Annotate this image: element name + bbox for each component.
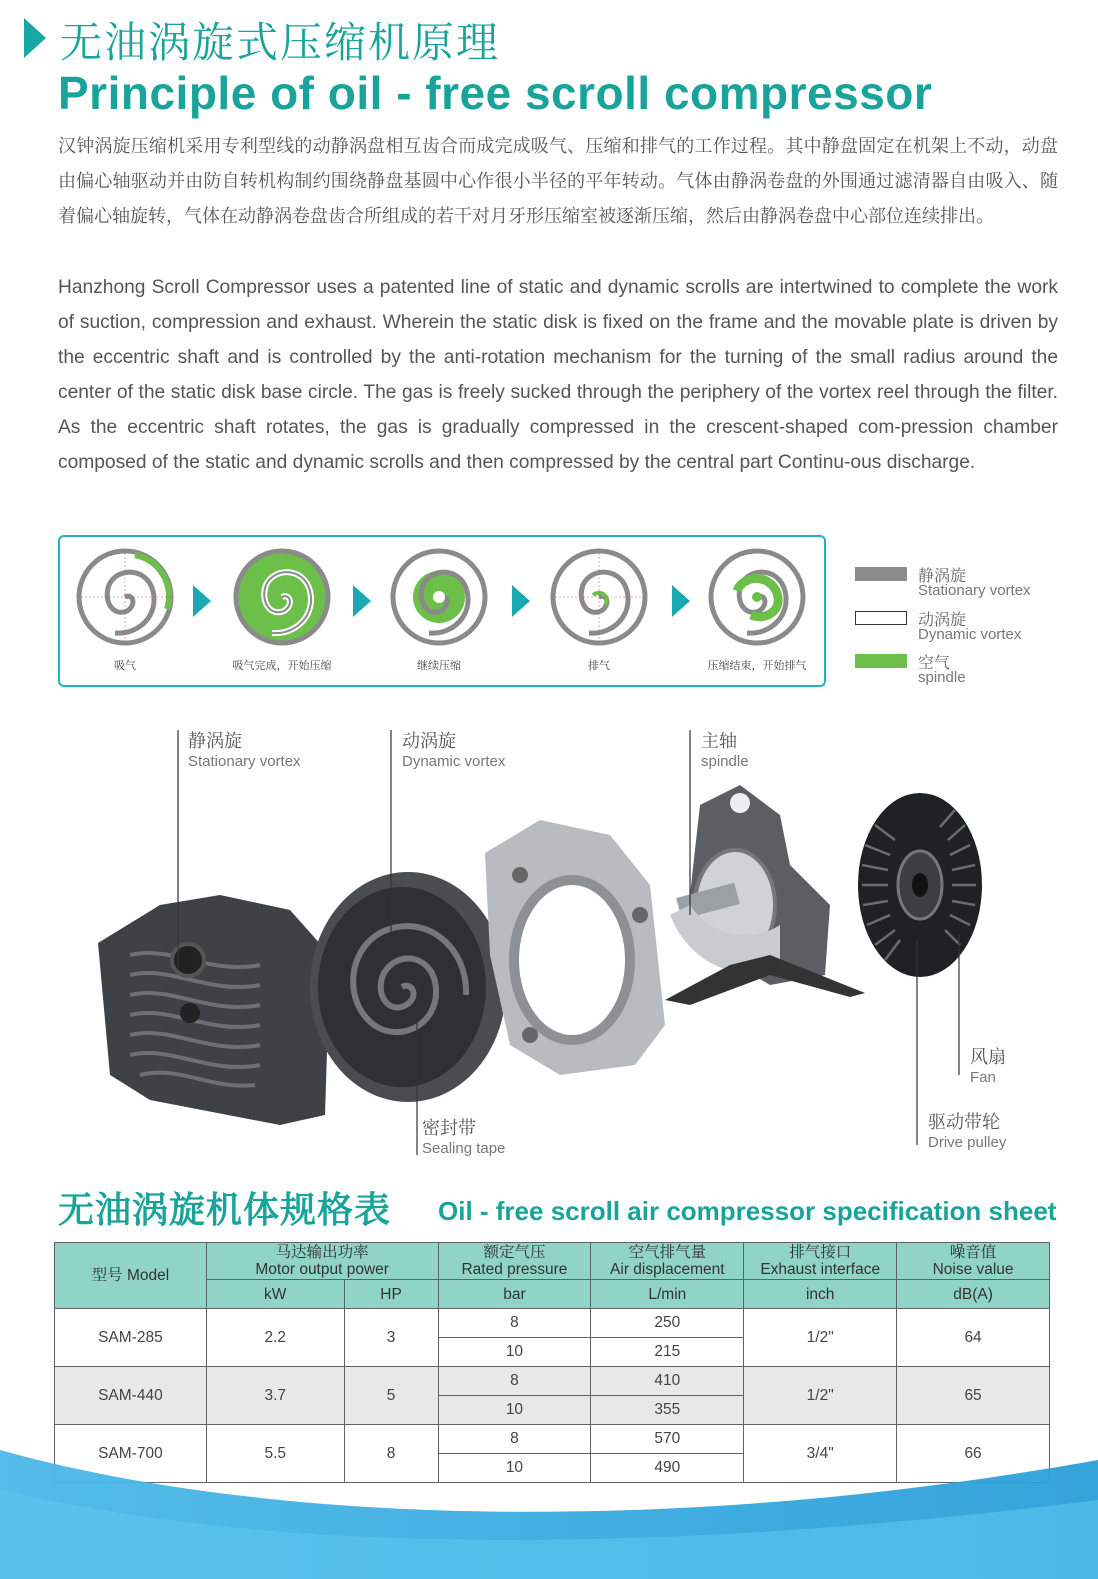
- cell-kw: 5.5: [206, 1425, 344, 1483]
- unit-db: dB(A): [897, 1280, 1050, 1309]
- stage-1: [70, 547, 180, 673]
- cell-kw: 2.2: [206, 1309, 344, 1367]
- stage-arrow-icon: [193, 585, 211, 617]
- col-header-model: 型号 Model: [55, 1243, 207, 1309]
- bottom-wave-decoration: [0, 1420, 1098, 1579]
- legend-label-en: spindle: [918, 669, 966, 686]
- cell-bar: 8: [438, 1309, 591, 1338]
- cell-hp: 5: [344, 1367, 438, 1425]
- scroll-stage-2-icon: [232, 547, 332, 647]
- cell-lmin: 355: [591, 1396, 744, 1425]
- scroll-stage-3-icon: [389, 547, 489, 647]
- cell-lmin: 410: [591, 1367, 744, 1396]
- spindle-part: [665, 785, 865, 1005]
- col-header-air: 空气排气量 Air displacement: [591, 1243, 744, 1280]
- cell-inch: 3/4": [744, 1425, 897, 1483]
- stage-3: [384, 547, 494, 673]
- stage-label: 排气: [588, 659, 610, 672]
- scroll-stage-4-icon: [549, 547, 649, 647]
- stage-4: [544, 547, 654, 673]
- page-title-en: Principle of oil - free scroll compressor: [58, 67, 933, 119]
- stage-label: 压缩结束，开始排气: [707, 659, 807, 672]
- legend-label-en: Stationary vortex: [918, 582, 1031, 599]
- callout-dynamic-vortex: 动涡旋 Dynamic vortex: [402, 731, 506, 770]
- cell-bar: 10: [438, 1338, 591, 1367]
- cell-db: 66: [897, 1425, 1050, 1483]
- legend-label-en: Dynamic vortex: [918, 626, 1022, 643]
- cell-hp: 8: [344, 1425, 438, 1483]
- cell-kw: 3.7: [206, 1367, 344, 1425]
- spec-title-en: Oil - free scroll air compressor specification sheet: [438, 1196, 1057, 1226]
- cell-inch: 1/2": [744, 1309, 897, 1367]
- cell-bar: 10: [438, 1454, 591, 1483]
- cell-inch: 1/2": [744, 1367, 897, 1425]
- exploded-view: [90, 725, 1090, 1185]
- cell-db: 64: [897, 1309, 1050, 1367]
- table-header-row: [55, 1243, 1050, 1280]
- scroll-stage-5-icon: [707, 547, 807, 647]
- intro-paragraph-cn: 汉钟涡旋压缩机采用专利型线的动静涡盘相互齿合而成完成吸气、压缩和排气的工作过程。其中静盘固定在机架上不动，动盘由偏心轴驱动并由防自转机构制约围绕静盘基圆中心作很小半径的平年转动。气体由静涡卷盘的外围通过滤清器自由吸入、随着偏心轴旋转，气体在动静涡卷盘齿合所组成的若干对月牙形压缩室被逐渐压缩，然后由静涡卷盘中心部位连续排出。: [58, 136, 1058, 226]
- scroll-stage-1-icon: [75, 547, 175, 647]
- cell-hp: 3: [344, 1309, 438, 1367]
- page-title-cn: 无油涡旋式压缩机原理: [60, 18, 501, 67]
- stage-5: [702, 547, 812, 673]
- callout-fan: 风扇 Fan: [970, 1047, 1006, 1086]
- stage-arrow-icon: [353, 585, 371, 617]
- stage-label: 吸气: [114, 659, 136, 672]
- cell-lmin: 570: [591, 1425, 744, 1454]
- compression-process-diagram: [58, 535, 826, 687]
- fan-part: [858, 793, 982, 977]
- unit-lmin: L/min: [591, 1280, 744, 1309]
- legend-label-cn: 动涡旋: [918, 610, 967, 629]
- cell-lmin: 250: [591, 1309, 744, 1338]
- unit-kw: kW: [206, 1280, 344, 1309]
- cell-bar: 8: [438, 1367, 591, 1396]
- stage-arrow-icon: [672, 585, 690, 617]
- legend-swatch-white: [855, 611, 907, 625]
- col-header-power: 马达输出功率 Motor output power: [206, 1243, 438, 1280]
- callout-drive-pulley: 驱动带轮 Drive pulley: [928, 1112, 1007, 1151]
- legend-swatch-gray: [855, 567, 907, 581]
- cell-model: SAM-440: [55, 1367, 207, 1425]
- callout-stationary-vortex: 静涡旋 Stationary vortex: [188, 731, 301, 770]
- cell-lmin: 490: [591, 1454, 744, 1483]
- col-header-noise: 噪音值 Noise value: [897, 1243, 1050, 1280]
- title-marker: [24, 18, 46, 58]
- table-row: [55, 1309, 1050, 1338]
- intro-paragraph-en: Hanzhong Scroll Compressor uses a patented line of static and dynamic scrolls are intertwined to complete the work of suction, compression and exhaust. Wherein the static disk is fixed on the frame and the movable plate is driven by the eccentric shaft and is controlled by the anti-rotation mechanism for the turning of the small radius around the center of the static disk base circle. The gas is freely sucked through the periphery of the vortex reel through the filter. As the eccentric shaft rotates, the gas is gradually compressed in the crescent-shaped com-pression chamber composed of the static and dynamic scrolls and then compressed by the central part Continu-ous discharge.: [58, 277, 1058, 473]
- stage-label: 吸气完成，开始压缩: [232, 659, 332, 672]
- cell-db: 65: [897, 1367, 1050, 1425]
- cell-model: SAM-285: [55, 1309, 207, 1367]
- unit-bar: bar: [438, 1280, 591, 1309]
- cell-lmin: 215: [591, 1338, 744, 1367]
- legend-swatch-green: [855, 654, 907, 668]
- legend-label-cn: 空气: [918, 653, 951, 672]
- cell-bar: 10: [438, 1396, 591, 1425]
- stage-2: [227, 547, 337, 673]
- cell-bar: 8: [438, 1425, 591, 1454]
- stage-label: 继续压缩: [417, 659, 461, 672]
- col-header-exhaust: 排气接口 Exhaust interface: [744, 1243, 897, 1280]
- col-header-pressure: 额定气压 Rated pressure: [438, 1243, 591, 1280]
- legend-label-cn: 静涡旋: [918, 566, 967, 585]
- unit-inch: inch: [744, 1280, 897, 1309]
- cell-model: SAM-700: [55, 1425, 207, 1483]
- stationary-vortex-part: [98, 895, 330, 1125]
- table-row: [55, 1367, 1050, 1396]
- unit-hp: HP: [344, 1280, 438, 1309]
- spec-title-cn: 无油涡旋机体规格表: [58, 1190, 392, 1231]
- callout-spindle: 主轴 spindle: [701, 731, 749, 770]
- frame-part: [485, 820, 665, 1075]
- callout-sealing-tape: 密封带 Sealing tape: [422, 1118, 506, 1157]
- dynamic-vortex-part: [310, 872, 506, 1102]
- stage-arrow-icon: [512, 585, 530, 617]
